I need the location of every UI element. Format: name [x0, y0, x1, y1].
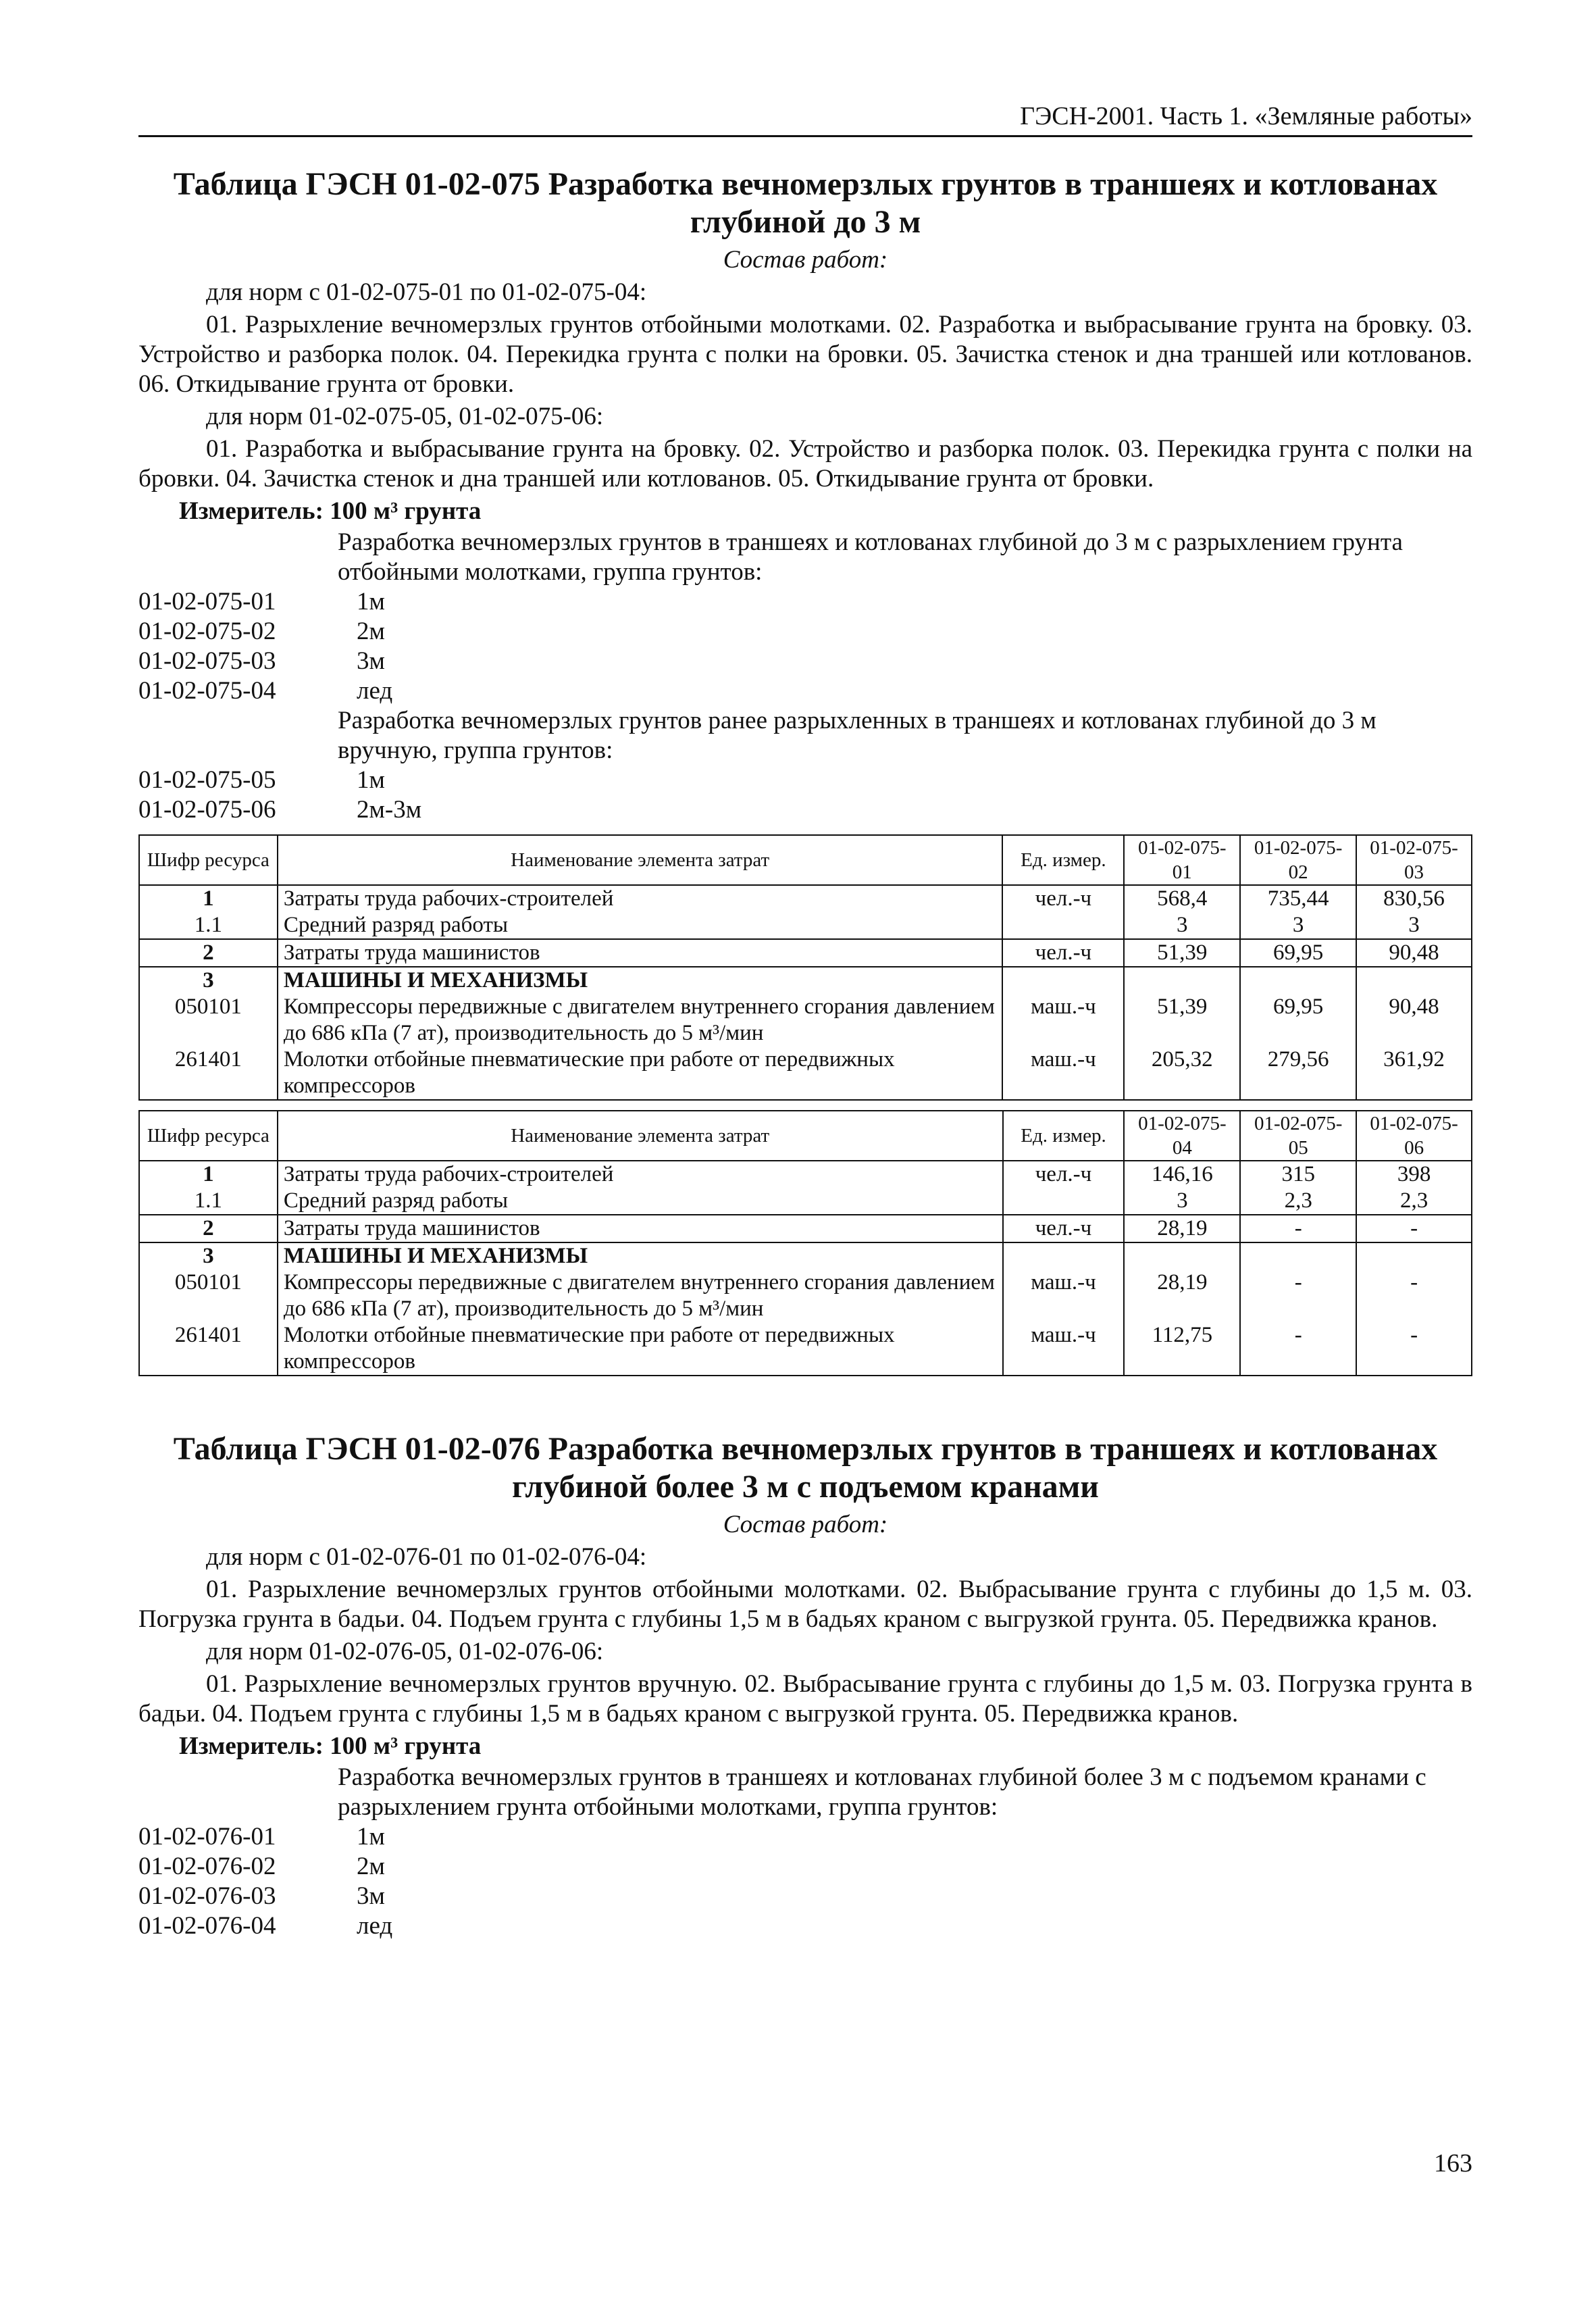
cell-value: 51,39	[1124, 994, 1240, 1047]
cost-table-b	[138, 1110, 1472, 1376]
cell-cipher: 1	[139, 1161, 278, 1188]
cell-value: 315	[1240, 1161, 1356, 1188]
cell-value: 69,95	[1240, 994, 1356, 1047]
cell-unit: чел.-ч	[1002, 885, 1124, 912]
cell-cipher: 1.1	[139, 912, 278, 939]
soil-group: 3м	[357, 647, 385, 675]
table-row	[139, 967, 1472, 994]
header-norm-code: 01-02-075-03	[1356, 835, 1472, 885]
cell-value: 112,75	[1124, 1322, 1240, 1376]
cell-name: Молотки отбойные пневматические при работе от передвижных компрессоров	[278, 1047, 1003, 1100]
cell-value: -	[1356, 1269, 1472, 1322]
table-row	[139, 1242, 1472, 1269]
cell-value: 830,56	[1356, 885, 1472, 912]
cell-value: -	[1240, 1269, 1356, 1322]
work-composition-text: 01. Разрыхление вечномерзлых грунтов отбойными молотками. 02. Выбрасывание грунта с глубины до 1,5 м. 03. Погрузка грунта в бадьи. 04. Подъем грунта с глубины 1,5 м в бадьях краном с выгрузкой грунта. 05. Передвижка кранов.	[138, 1576, 1472, 1633]
code-row	[138, 765, 1472, 795]
cell-value	[1240, 1242, 1356, 1269]
soil-group: 2м	[357, 1853, 385, 1880]
header-cipher: Шифр ресурса	[139, 1111, 278, 1161]
code-list	[138, 765, 1472, 825]
table-076-title-line1: Таблица ГЭСН 01-02-076 Разработка вечномерзлых грунтов в траншеях и котлованах	[173, 1431, 1438, 1467]
cell-name: Средний разряд работы	[278, 912, 1003, 939]
header-unit: Ед. измер.	[1003, 1111, 1125, 1161]
cell-name: Средний разряд работы	[278, 1188, 1003, 1215]
table-header-row	[139, 835, 1472, 885]
code-row	[138, 647, 1472, 676]
cell-cipher: 1.1	[139, 1188, 278, 1215]
table-row	[139, 885, 1472, 912]
code-row	[138, 676, 1472, 706]
cell-value: 3	[1356, 912, 1472, 939]
cell-unit	[1003, 1188, 1125, 1215]
table-row	[139, 1188, 1472, 1215]
page-number: 163	[1434, 2149, 1472, 2178]
cell-unit: чел.-ч	[1003, 1161, 1125, 1188]
cell-name: Молотки отбойные пневматические при работе от передвижных компрессоров	[278, 1322, 1003, 1376]
cell-value: -	[1356, 1215, 1472, 1242]
table-row	[139, 1215, 1472, 1242]
composition-heading: Состав работ:	[723, 246, 888, 274]
soil-group: лед	[357, 1912, 393, 1940]
code-row	[138, 587, 1472, 617]
header-norm-code: 01-02-075-04	[1124, 1111, 1240, 1161]
norms-range-label: для норм с 01-02-076-01 по 01-02-076-04:	[206, 1543, 647, 1571]
cell-unit: чел.-ч	[1002, 939, 1124, 967]
norm-code: 01-02-075-05	[138, 766, 276, 794]
cell-value: 90,48	[1356, 939, 1472, 967]
header-unit: Ед. измер.	[1002, 835, 1124, 885]
header-name: Наименование элемента затрат	[278, 1111, 1003, 1161]
meter-label: Измеритель: 100 м³ грунта	[179, 1732, 482, 1760]
cell-value: 2,3	[1356, 1188, 1472, 1215]
code-row	[138, 1852, 1472, 1882]
work-composition-text: 01. Разрыхление вечномерзлых грунтов отбойными молотками. 02. Разработка и выбрасывание грунта на бровку. 03. Устройство и разборка полок. 04. Перекидка грунта с полки на бровки. 05. Зачистка стенок и дна траншей или котлованов. 06. Откидывание грунта от бровки.	[138, 311, 1472, 398]
cell-cipher: 050101	[139, 1269, 278, 1322]
cell-name: Затраты труда машинистов	[278, 1215, 1003, 1242]
soil-group: 1м	[357, 588, 385, 615]
cell-value: 146,16	[1124, 1161, 1240, 1188]
cell-value: 28,19	[1124, 1269, 1240, 1322]
norm-code: 01-02-076-04	[138, 1912, 276, 1940]
cell-unit: маш.-ч	[1002, 1047, 1124, 1100]
table-row	[139, 1047, 1472, 1100]
cell-value: -	[1240, 1215, 1356, 1242]
code-row	[138, 1882, 1472, 1911]
header-cipher: Шифр ресурса	[139, 835, 278, 885]
table-row	[139, 1269, 1472, 1322]
cell-name: Затраты труда рабочих-строителей	[278, 885, 1003, 912]
cell-value: 361,92	[1356, 1047, 1472, 1100]
cell-value: -	[1240, 1322, 1356, 1376]
norm-code: 01-02-076-01	[138, 1823, 276, 1851]
cell-name: Затраты труда рабочих-строителей	[278, 1161, 1003, 1188]
table-header-row	[139, 1111, 1472, 1161]
cell-name: Компрессоры передвижные с двигателем внутреннего сгорания давлением до 686 кПа (7 ат), производительность до 5 м³/мин	[278, 994, 1003, 1047]
cell-section-name: МАШИНЫ И МЕХАНИЗМЫ	[278, 967, 1003, 994]
work-composition-text: 01. Разработка и выбрасывание грунта на бровку. 02. Устройство и разборка полок. 03. Перекидка грунта с полки на бровки. 04. Зачистка стенок и дна траншей или котлованов. 05. Откидывание грунта от бровки.	[138, 435, 1472, 493]
cell-unit: маш.-ч	[1002, 994, 1124, 1047]
code-list	[138, 587, 1472, 706]
code-list	[138, 1822, 1472, 1941]
cell-cipher: 2	[139, 1215, 278, 1242]
cost-table-a	[138, 834, 1472, 1101]
table-row	[139, 1161, 1472, 1188]
meter-label: Измеритель: 100 м³ грунта	[179, 497, 482, 525]
running-header: ГЭСН-2001. Часть 1. «Земляные работы»	[138, 101, 1472, 137]
norm-code: 01-02-075-06	[138, 796, 276, 824]
norm-code: 01-02-076-02	[138, 1853, 276, 1880]
cell-unit	[1003, 1242, 1125, 1269]
table-row	[139, 939, 1472, 967]
cell-value: 735,44	[1240, 885, 1356, 912]
cell-unit: чел.-ч	[1003, 1215, 1125, 1242]
cell-value: 205,32	[1124, 1047, 1240, 1100]
code-row	[138, 795, 1472, 825]
header-norm-code: 01-02-075-01	[1124, 835, 1240, 885]
soil-group: лед	[357, 677, 393, 705]
cell-name: Компрессоры передвижные с двигателем внутреннего сгорания давлением до 686 кПа (7 ат), производительность до 5 м³/мин	[278, 1269, 1003, 1322]
cell-value: 279,56	[1240, 1047, 1356, 1100]
cell-value: 2,3	[1240, 1188, 1356, 1215]
cell-value	[1124, 967, 1240, 994]
header-name: Наименование элемента затрат	[278, 835, 1003, 885]
table-row	[139, 1322, 1472, 1376]
soil-group: 3м	[357, 1882, 385, 1910]
norm-code: 01-02-075-02	[138, 618, 276, 645]
cell-cipher: 261401	[139, 1047, 278, 1100]
cell-value: 3	[1124, 1188, 1240, 1215]
header-norm-code: 01-02-075-02	[1240, 835, 1356, 885]
norm-code: 01-02-075-03	[138, 647, 276, 675]
cell-cipher: 3	[139, 967, 278, 994]
code-row	[138, 1911, 1472, 1941]
code-row	[138, 1822, 1472, 1852]
composition-heading: Состав работ:	[723, 1511, 888, 1538]
cell-unit: маш.-ч	[1003, 1269, 1125, 1322]
table-075-title	[138, 166, 1472, 241]
norm-code: 01-02-075-01	[138, 588, 276, 615]
group-description: Разработка вечномерзлых грунтов ранее разрыхленных в траншеях и котлованах глубиной до 3 м вручную, группа грунтов:	[338, 707, 1376, 764]
cell-unit: маш.-ч	[1003, 1322, 1125, 1376]
work-composition-text: 01. Разрыхление вечномерзлых грунтов вручную. 02. Выбрасывание грунта с глубины до 1,5 м. 03. Погрузка грунта в бадьи. 04. Подъем грунта с глубины 1,5 м в бадьях краном с выгрузкой грунта. 05. Передвижка кранов.	[138, 1670, 1472, 1728]
cell-value: 28,19	[1124, 1215, 1240, 1242]
cell-cipher: 3	[139, 1242, 278, 1269]
soil-group: 1м	[357, 1823, 385, 1851]
code-row	[138, 617, 1472, 647]
soil-group: 2м-3м	[357, 796, 422, 824]
norms-range-label: для норм с 01-02-075-01 по 01-02-075-04:	[206, 278, 647, 306]
soil-group: 2м	[357, 618, 385, 645]
group-description: Разработка вечномерзлых грунтов в траншеях и котлованах глубиной более 3 м с подъемом кранами с разрыхлением грунта отбойными молотками, группа грунтов:	[338, 1763, 1426, 1821]
norm-code: 01-02-076-03	[138, 1882, 276, 1910]
soil-group: 1м	[357, 766, 385, 794]
cell-cipher: 261401	[139, 1322, 278, 1376]
table-076-title	[138, 1430, 1472, 1506]
header-norm-code: 01-02-075-05	[1240, 1111, 1356, 1161]
document-page	[138, 101, 1472, 2178]
table-075-title-line2: глубиной до 3 м	[690, 204, 921, 240]
cell-value: 3	[1240, 912, 1356, 939]
cell-value: 568,4	[1124, 885, 1240, 912]
cell-value: 51,39	[1124, 939, 1240, 967]
cell-value: 3	[1124, 912, 1240, 939]
cell-unit	[1002, 967, 1124, 994]
cell-value	[1356, 1242, 1472, 1269]
cell-value: 90,48	[1356, 994, 1472, 1047]
cell-cipher: 1	[139, 885, 278, 912]
group-description: Разработка вечномерзлых грунтов в траншеях и котлованах глубиной до 3 м с разрыхлением грунта отбойными молотками, группа грунтов:	[338, 528, 1403, 586]
cell-name: Затраты труда машинистов	[278, 939, 1003, 967]
cell-value: 69,95	[1240, 939, 1356, 967]
cell-value	[1124, 1242, 1240, 1269]
norms-range-label: для норм 01-02-075-05, 01-02-075-06:	[206, 403, 604, 430]
cell-value: 398	[1356, 1161, 1472, 1188]
cell-cipher: 2	[139, 939, 278, 967]
table-075-title-line1: Таблица ГЭСН 01-02-075 Разработка вечномерзлых грунтов в траншеях и котлованах	[173, 166, 1438, 202]
norm-code: 01-02-075-04	[138, 677, 276, 705]
table-076-title-line2: глубиной более 3 м с подъемом кранами	[512, 1469, 1099, 1505]
table-row	[139, 994, 1472, 1047]
table-row	[139, 912, 1472, 939]
cell-value	[1240, 967, 1356, 994]
norms-range-label: для норм 01-02-076-05, 01-02-076-06:	[206, 1638, 604, 1665]
cell-value: -	[1356, 1322, 1472, 1376]
cell-section-name: МАШИНЫ И МЕХАНИЗМЫ	[278, 1242, 1003, 1269]
header-norm-code: 01-02-075-06	[1356, 1111, 1472, 1161]
cell-unit	[1002, 912, 1124, 939]
cell-cipher: 050101	[139, 994, 278, 1047]
cell-value	[1356, 967, 1472, 994]
